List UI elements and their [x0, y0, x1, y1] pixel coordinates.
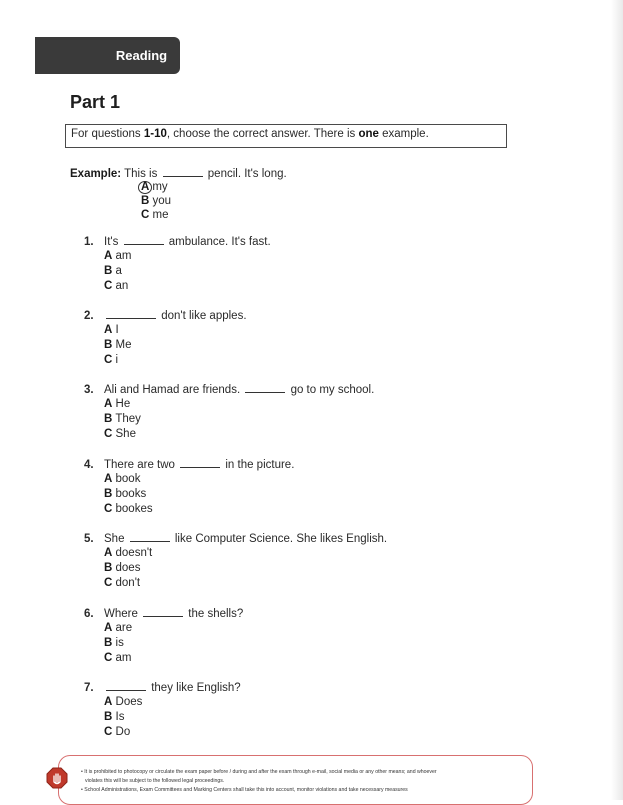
option-text: me	[152, 209, 169, 221]
example-before: This is	[124, 168, 158, 180]
option-text: an	[115, 280, 129, 292]
question-number: 2.	[84, 310, 94, 322]
page-edge-shadow	[611, 0, 623, 800]
answer-blank	[163, 166, 203, 177]
option-letter: B	[104, 711, 113, 723]
question-after: ambulance. It's fast.	[168, 236, 271, 248]
answer-blank	[180, 457, 220, 468]
option-letter: C	[104, 354, 113, 366]
question-6	[84, 606, 243, 666]
notice-line-3: • School Administrations, Exam Committees and Marking Centers shall take this into account, monitor violations and take necessary measures	[81, 787, 408, 793]
option-letter: A	[104, 324, 113, 336]
copyright-notice	[58, 755, 533, 805]
option-b	[104, 264, 271, 279]
option-text: is	[115, 637, 124, 649]
instruction-prefix: For questions	[71, 128, 144, 140]
option-text: They	[115, 413, 141, 425]
instruction-box	[65, 124, 507, 148]
option-text: am	[115, 250, 132, 262]
option-letter: B	[104, 413, 113, 425]
option-letter: C	[104, 577, 113, 589]
option-text: are	[115, 622, 133, 634]
option-letter: A	[104, 622, 113, 634]
option-letter: A	[104, 547, 113, 559]
answer-blank	[245, 382, 285, 393]
option-c	[104, 725, 241, 740]
option-letter: B	[104, 488, 113, 500]
question-number: 5.	[84, 533, 94, 545]
section-banner-label: Reading	[115, 48, 168, 63]
option-text: books	[115, 488, 147, 500]
option-letter: B	[104, 562, 113, 574]
answer-blank	[143, 606, 183, 617]
option-c	[104, 576, 387, 591]
option-a	[104, 546, 387, 561]
question-number: 3.	[84, 384, 94, 396]
option-b	[104, 561, 387, 576]
notice-line-1: • It is prohibited to photocopy or circulate the exam paper before / during and after the exam through e-mail, social media or any other means; and whoever	[81, 769, 437, 775]
example-after: pencil. It's long.	[207, 168, 287, 180]
option-c	[104, 427, 374, 442]
option-a	[104, 249, 271, 264]
option-letter: C	[104, 726, 113, 738]
option-text: He	[115, 398, 131, 410]
option-letter: C	[104, 280, 113, 292]
question-2	[84, 308, 247, 368]
option-letter: B	[141, 195, 150, 207]
option-text: Me	[115, 339, 132, 351]
option-a	[104, 397, 374, 412]
option-letter: C	[141, 209, 150, 221]
option-letter: B	[104, 339, 113, 351]
option-c	[104, 353, 247, 368]
question-after: the shells?	[188, 608, 244, 620]
option-text: bookes	[115, 503, 153, 515]
question-after: go to my school.	[290, 384, 375, 396]
option-letter: B	[104, 265, 113, 277]
notice-line-2: violates this will be subject to the followed legal proceedings.	[85, 778, 225, 784]
option-a	[104, 695, 241, 710]
question-after: like Computer Science. She likes English.	[174, 533, 388, 545]
option-b	[104, 412, 374, 427]
instruction-one: one	[358, 128, 379, 140]
option-text: does	[115, 562, 141, 574]
option-letter: C	[104, 428, 113, 440]
question-before: Where	[104, 608, 138, 620]
option-b	[104, 710, 241, 725]
example-stem	[70, 166, 287, 180]
option-text: my	[152, 181, 168, 193]
option-text: Is	[115, 711, 125, 723]
option-letter: A	[104, 696, 113, 708]
question-1	[84, 234, 271, 294]
option-text: i	[115, 354, 119, 366]
question-number: 1.	[84, 236, 94, 248]
option-a	[104, 472, 294, 487]
example-label: Example:	[70, 168, 122, 180]
example-option-a	[141, 180, 287, 194]
option-text: a	[115, 265, 122, 277]
question-number: 6.	[84, 608, 94, 620]
question-4	[84, 457, 294, 517]
answer-blank	[106, 308, 156, 319]
example-option-c	[141, 208, 287, 222]
option-text: am	[115, 652, 132, 664]
option-c	[104, 502, 294, 517]
circled-answer-a: A	[138, 181, 152, 194]
option-text: doesn't	[115, 547, 153, 559]
option-text: you	[152, 195, 172, 207]
question-3	[84, 382, 374, 442]
question-number: 4.	[84, 459, 94, 471]
option-text: Does	[115, 696, 143, 708]
example-options	[141, 180, 287, 222]
option-letter: A	[104, 398, 113, 410]
question-before: She	[104, 533, 125, 545]
example-option-b	[141, 194, 287, 208]
option-text: book	[115, 473, 141, 485]
stop-hand-icon	[46, 767, 68, 789]
part-title: Part 1	[70, 92, 121, 112]
question-after: don't like apples.	[161, 310, 247, 322]
option-a	[104, 621, 243, 636]
option-text: don't	[115, 577, 141, 589]
instruction-suffix: example.	[378, 128, 429, 140]
section-banner	[35, 37, 180, 74]
option-b	[104, 338, 247, 353]
question-before: It's	[104, 236, 119, 248]
option-letter: A	[104, 250, 113, 262]
question-7	[84, 680, 241, 740]
option-letter: B	[104, 637, 113, 649]
option-text: She	[115, 428, 136, 440]
instruction-range: 1-10	[143, 128, 167, 140]
question-before: There are two	[104, 459, 175, 471]
answer-blank	[106, 680, 146, 691]
option-b	[104, 636, 243, 651]
option-c	[104, 279, 271, 294]
answer-blank	[124, 234, 164, 245]
option-b	[104, 487, 294, 502]
example-block	[70, 166, 287, 222]
option-text: I	[115, 324, 119, 336]
option-letter: C	[104, 652, 113, 664]
option-c	[104, 651, 243, 666]
question-number: 7.	[84, 682, 94, 694]
question-after: they like English?	[151, 682, 241, 694]
question-after: in the picture.	[225, 459, 295, 471]
option-text: Do	[115, 726, 131, 738]
option-letter: C	[104, 503, 113, 515]
option-a	[104, 323, 247, 338]
answer-blank	[130, 531, 170, 542]
question-before: Ali and Hamad are friends.	[104, 384, 241, 396]
option-letter: A	[104, 473, 113, 485]
instruction-middle: , choose the correct answer. There is	[166, 128, 359, 140]
question-5	[84, 531, 387, 591]
